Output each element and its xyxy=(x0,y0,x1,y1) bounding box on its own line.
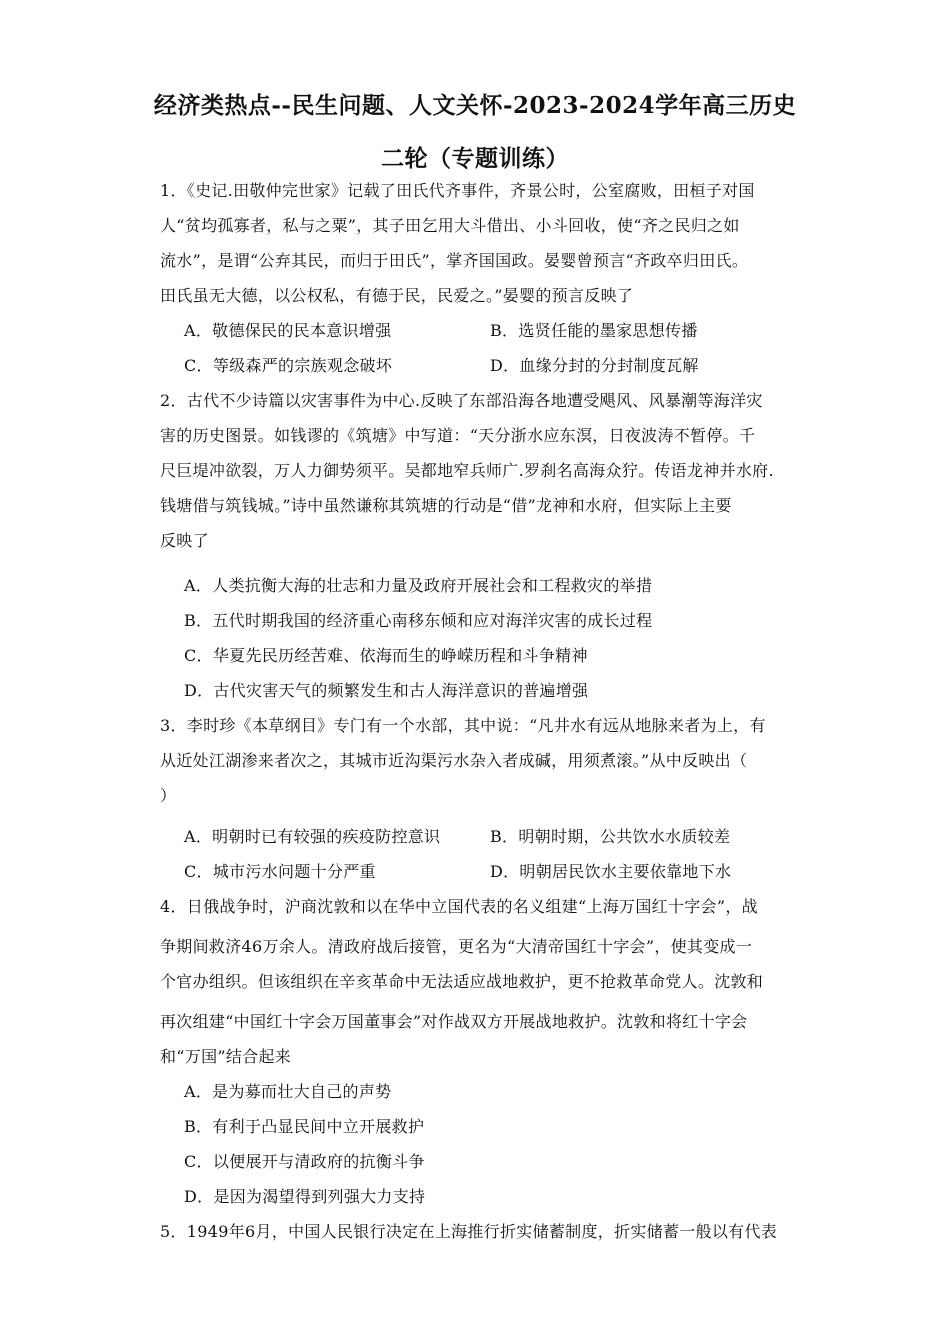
document-title-line-2: 二轮（专题训练） xyxy=(381,145,569,172)
question-text-line: 人“贫均孤寡者，私与之粟”，其子田乞用大斗借出、小斗回收，使“齐之民归之如 xyxy=(160,216,740,235)
question-text-line: 3．李时珍《本草纲目》专门有一个水部，其中说：“凡井水有远从地脉来者为上，有 xyxy=(160,716,766,735)
option-d: D．明朝居民饮水主要依靠地下水 xyxy=(490,862,732,881)
option-b: B．选贤任能的墨家思想传播 xyxy=(490,321,698,340)
option-a: A．敬德保民的民本意识增强 xyxy=(184,321,392,340)
option-a: A．人类抗衡大海的壮志和力量及政府开展社会和工程救灾的举措 xyxy=(184,576,653,595)
question-text-line: 钱塘借与筑钱城。”诗中虽然谦称其筑塘的行动是“借”龙神和水府，但实际上主要 xyxy=(160,496,732,515)
question-text-line: 和“万国”结合起来 xyxy=(160,1047,292,1066)
document-title-line-1: 经济类热点--民生问题、人文关怀-2023-2024学年高三历史 xyxy=(153,92,797,119)
option-d: D．古代灾害天气的频繁发生和古人海洋意识的普遍增强 xyxy=(184,681,589,700)
option-b: B．五代时期我国的经济重心南移东倾和应对海洋灾害的成长过程 xyxy=(184,611,653,630)
option-d: D．是因为渴望得到列强大力支持 xyxy=(184,1187,426,1206)
option-a: A．是为募而壮大自己的声势 xyxy=(184,1082,392,1101)
question-text-line: 4．日俄战争时，沪商沈敦和以在华中立国代表的名义组建“上海万国红十字会”，战 xyxy=(160,897,758,916)
option-c: C．等级森严的宗族观念破坏 xyxy=(184,356,393,375)
question-text-line: 从近处江湖渗来者次之，其城市近沟渠污水杂入者成碱，用须煮滚。”从中反映出（ xyxy=(160,751,748,770)
question-text-line: 2．古代不少诗篇以灾害事件为中心.反映了东部沿海各地遭受飓风、风暴潮等海洋灾 xyxy=(160,391,763,410)
question-text-line: 5．1949年6月，中国人民银行决定在上海推行折实储蓄制度，折实储蓄一般以有代表 xyxy=(160,1222,778,1241)
question-text-line: 争期间救济46万余人。清政府战后接管，更名为“大清帝国红十字会”，使其变成一 xyxy=(160,937,753,956)
question-text-line: 尺巨堤冲欲裂，万人力御势须平。吴都地窄兵师广.罗刹名高海众狞。传语龙神并水府. xyxy=(160,461,774,480)
option-a: A．明朝时已有较强的疾疫防控意识 xyxy=(184,827,441,846)
question-text-line: 害的历史图景。如钱谬的《筑塘》中写道：“天分浙水应东溟，日夜波涛不暂停。千 xyxy=(160,426,756,445)
question-text-line: 再次组建“中国红十字会万国董事会”对作战双方开展战地救护。沈敦和将红十字会 xyxy=(160,1012,748,1031)
question-text-line: 个官办组织。但该组织在辛亥革命中无法适应战地救护，更不抢救革命党人。沈敦和 xyxy=(160,972,764,991)
question-text-line: 田氏虽无大德，以公权私，有德于民，民爱之。”晏婴的预言反映了 xyxy=(160,286,634,305)
option-c: C．华夏先民历经苦难、依海而生的峥嵘历程和斗争精神 xyxy=(184,646,588,665)
option-d: D．血缘分封的分封制度瓦解 xyxy=(490,356,699,375)
option-b: B．有利于凸显民间中立开展救护 xyxy=(184,1117,425,1136)
option-c: C．城市污水问题十分严重 xyxy=(184,862,376,881)
question-text-line: ） xyxy=(160,786,177,805)
question-text-line: 1．《史记.田敬仲完世家》记载了田氏代齐事件，齐景公时，公室腐败，田桓子对国 xyxy=(160,181,755,200)
option-b: B．明朝时期，公共饮水水质较差 xyxy=(490,827,731,846)
option-c: C．以便展开与清政府的抗衡斗争 xyxy=(184,1152,425,1171)
question-text-line: 流水”，是谓“公弃其民，而归于田氏”，掌齐国国政。晏婴曾预言“齐政卒归田氏。 xyxy=(160,251,749,270)
question-text-line: 反映了 xyxy=(160,531,209,550)
